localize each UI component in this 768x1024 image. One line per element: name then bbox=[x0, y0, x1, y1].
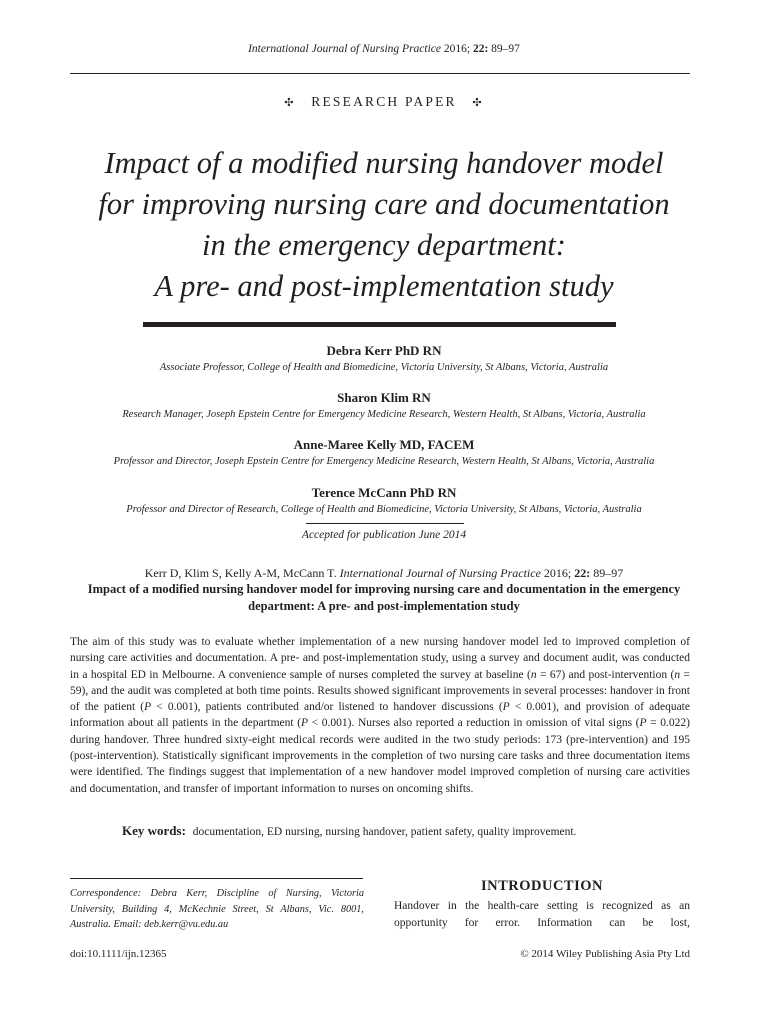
title-line: A pre- and post-implementation study bbox=[154, 269, 614, 303]
abstract-text: < 0.001). Nurses also reported a reduction in omission of vital signs ( bbox=[308, 717, 640, 730]
abstract-text: < 0.001), patients contributed and/or listened to handover discussions ( bbox=[151, 701, 503, 714]
section-label bbox=[0, 94, 768, 110]
abstract-text: The aim of this study was to evaluate whether implementation of a new nursing handover model led to improved completion of nursing care activities and documentation. A pre- and post-implementation study, using a survey and document audit, was conducted in a hospital ED in Melbourne. A convenience sample of nurses completed the survey at baseline ( bbox=[70, 636, 690, 681]
article-title bbox=[40, 143, 728, 307]
author-name: Anne-Maree Kelly MD, FACEM bbox=[293, 437, 475, 452]
accepted-rule bbox=[306, 523, 464, 524]
abstract-italic: n bbox=[530, 668, 537, 681]
header-rule bbox=[70, 73, 690, 74]
citation-pages: 89–97 bbox=[593, 566, 624, 580]
citation-volume: 22: bbox=[574, 566, 591, 580]
introduction-text: Handover in the health-care setting is recognized as an opportunity for error. Information can be lost, bbox=[394, 900, 690, 929]
header-year: 2016; bbox=[443, 43, 471, 55]
abstract-italic: P bbox=[639, 717, 647, 730]
keywords-text: documentation, ED nursing, nursing handover, patient safety, quality improvement. bbox=[192, 826, 577, 838]
title-line: for improving nursing care and documentation bbox=[98, 187, 670, 221]
author-name: Debra Kerr PhD RN bbox=[326, 343, 442, 358]
abstract-italic: P bbox=[301, 717, 309, 730]
author-name: Terence McCann PhD RN bbox=[311, 485, 457, 500]
citation-title: Impact of a modified nursing handover model for improving nursing care and documentation in the emergency department: A pre- and post-implementation study bbox=[87, 582, 681, 613]
title-line: Impact of a modified nursing handover model bbox=[104, 146, 664, 180]
abstract-italic: P bbox=[502, 701, 510, 714]
correspondence-note: Correspondence: Debra Kerr, Discipline of Nursing, Victoria University, Building 4, McKechnie Street, St Albans, Vic. 8001, Australia. Email: deb.kerr@vu.edu.au bbox=[70, 888, 364, 930]
accepted-date: Accepted for publication June 2014 bbox=[301, 529, 467, 541]
title-line: in the emergency department: bbox=[202, 228, 566, 262]
keywords bbox=[122, 823, 576, 839]
abstract-text: < 0.001), and provision of adequate information about all patients in the department ( bbox=[70, 701, 690, 730]
correspondence-rule bbox=[70, 878, 363, 879]
citation-line bbox=[0, 566, 768, 581]
copyright: © 2014 Wiley Publishing Asia Pty Ltd bbox=[520, 948, 690, 960]
header-volume: 22: bbox=[472, 43, 489, 55]
header-pages: 89–97 bbox=[491, 43, 520, 55]
author-name: Sharon Klim RN bbox=[337, 390, 431, 405]
keywords-label: Key words: bbox=[122, 823, 186, 838]
abstract-italic: n bbox=[674, 668, 681, 681]
header-journal-name: International Journal of Nursing Practice bbox=[248, 43, 441, 55]
abstract-text: = 59), and the audit was completed at both time points. Results showed significant improvements in several processes: handover in front of the patient ( bbox=[70, 668, 690, 714]
section-label-text: RESEARCH PAPER bbox=[311, 94, 457, 109]
abstract-text: = 67) and post-intervention ( bbox=[536, 668, 675, 681]
abstract bbox=[70, 634, 690, 797]
citation-year: 2016; bbox=[543, 566, 572, 580]
title-rule bbox=[143, 322, 616, 327]
running-header bbox=[0, 43, 768, 55]
ornament-left-icon: ✣ bbox=[284, 97, 296, 109]
citation-authors: Kerr D, Klim S, Kelly A-M, McCann T. bbox=[144, 566, 337, 580]
author-affiliation: Associate Professor, College of Health and Biomedicine, Victoria University, St Albans, Victoria, Australia bbox=[159, 362, 609, 373]
ornament-right-icon: ✣ bbox=[472, 97, 484, 109]
citation-journal: International Journal of Nursing Practice bbox=[339, 566, 541, 580]
author-affiliation: Professor and Director of Research, College of Health and Biomedicine, Victoria University, St Albans, Victoria, Australia bbox=[126, 504, 642, 515]
author-affiliation: Professor and Director, Joseph Epstein Centre for Emergency Medicine Research, Western Health, St Albans, Victoria, Australia bbox=[113, 456, 655, 467]
doi: doi:10.1111/ijn.12365 bbox=[70, 948, 167, 960]
author-affiliation: Research Manager, Joseph Epstein Centre for Emergency Medicine Research, Western Health, St Albans, Victoria, Australia bbox=[122, 409, 646, 420]
introduction-heading: INTRODUCTION bbox=[480, 878, 603, 894]
abstract-text: = 0.022) during handover. Three hundred sixty-eight medical records were audited in the two study periods: 173 (pre-intervention) and 195 (post-intervention). Statistically significant improvements in the completion of two nursing care tasks and three documentation items were identified. The findings suggest that implementation of a new handover model improved completion of nursing care activities and documentation, and transfer of important information to nurses on oncoming shifts. bbox=[70, 717, 690, 795]
abstract-italic: P bbox=[144, 701, 152, 714]
